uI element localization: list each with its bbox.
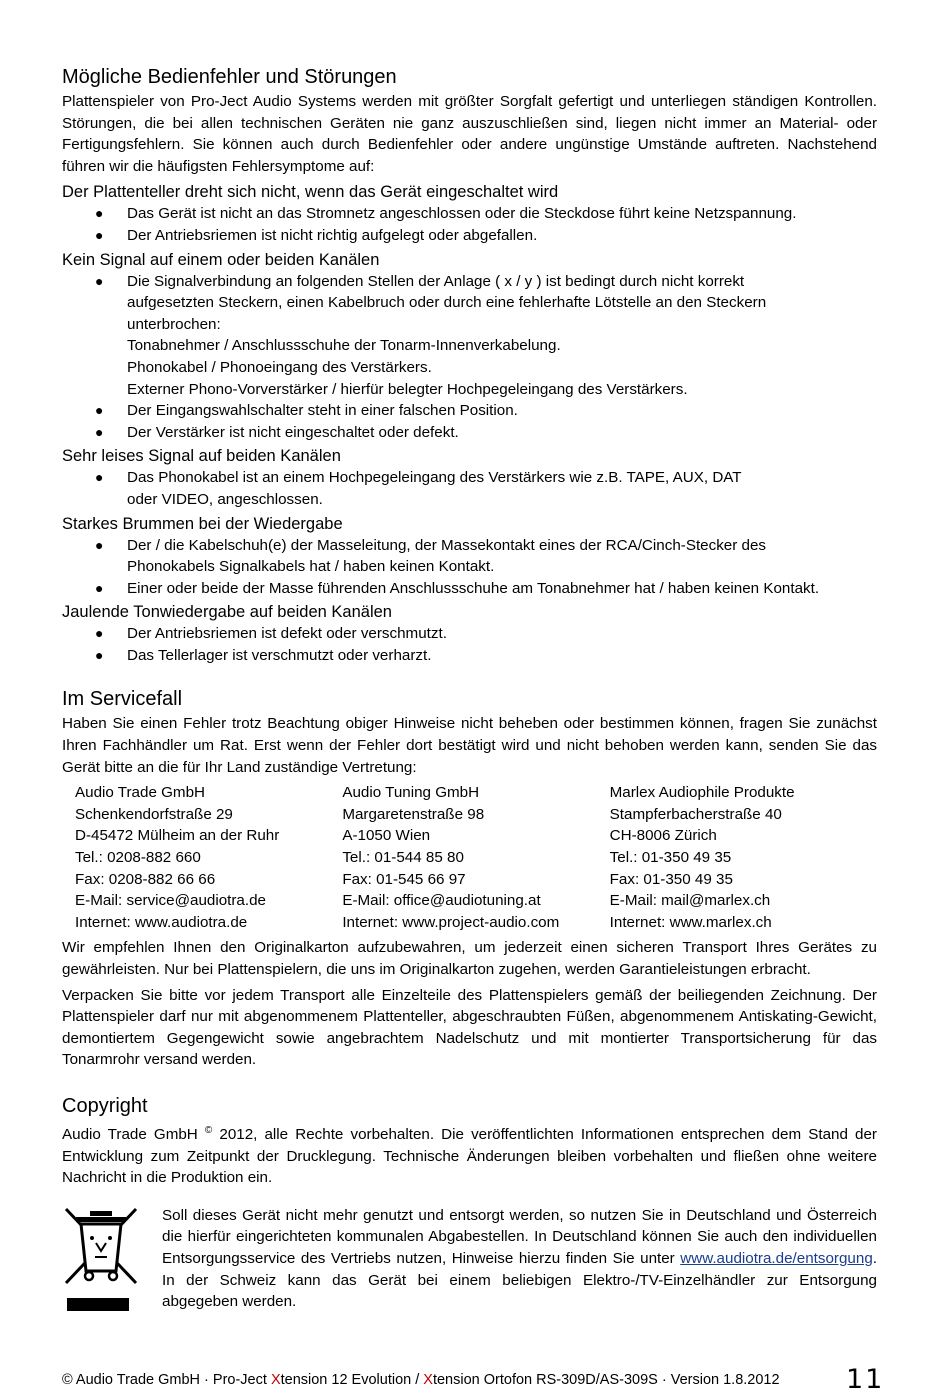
page-footer: © Audio Trade GmbH · Pro-Ject Xtension 12 Evolution / Xtension Ortofon RS-309D/AS-309S · Version 1.8.2012 (62, 1372, 780, 1388)
symptom-list-hum (62, 535, 877, 600)
footer-x-accent: X (423, 1372, 433, 1388)
symptom-list-wow (62, 623, 877, 666)
symptom-list-no-signal (62, 271, 877, 444)
section-title-copyright: Copyright (62, 1094, 148, 1117)
symptom-list-low-signal (62, 467, 877, 510)
bullet-icon: ● (95, 402, 104, 419)
disposal-text: Soll dieses Gerät nicht mehr genutzt und entsorgt werden, so nutzen Sie in Deutschland und Österreich die hierfür eingerichteten kommunalen Abgabestellen. In Deutschland können Sie auch den individuellen Entsorgungsservice des Vertriebs nutzen, Hinweise hierzu finden Sie unter www.audiotra.de/entsorgung. In der Schweiz kann das Gerät bei einem beliebigen Elektro-/TV-Einzelhändler zur Entsorgung abgegeben werden. (162, 1206, 877, 1311)
disposal-link[interactable]: www.audiotra.de/entsorgung (680, 1250, 873, 1267)
copyright-symbol: © (204, 1124, 213, 1136)
weee-bin-icon (62, 1205, 162, 1322)
list-item: ● Das Tellerlager ist verschmutzt oder verharzt. (62, 645, 877, 667)
list-item: ● Der Eingangswahlschalter steht in einer falschen Position. (62, 400, 877, 422)
symptom-heading-no-signal: Kein Signal auf einem oder beiden Kanälen (62, 250, 380, 269)
service-packaging-note: Wir empfehlen Ihnen den Originalkarton aufzubewahren, um jederzeit einen sicheren Transport Ihres Gerätes zu gewährleisten. Nur bei Plattenspielern, die uns im Originalkarton zugehen, werden Garantieleistungen erbracht. (62, 939, 877, 978)
bullet-icon: ● (95, 646, 104, 663)
disposal-notice (62, 1205, 877, 1322)
list-item: ● Der Antriebsriemen ist nicht richtig aufgelegt oder abgefallen. (62, 225, 877, 247)
bullet-icon: ● (95, 272, 104, 289)
address-switzerland: Marlex Audiophile Produkte Stampferbacherstraße 40 CH-8006 Zürich Tel.: 01-350 49 35 Fax: 01-350 49 35 E-Mail: mail@marlex.ch Internet: www.marlex.ch (609, 784, 795, 931)
address-germany: Audio Trade GmbH Schenkendorfstraße 29 D-45472 Mülheim an der Ruhr Tel.: 0208-882 660 Fax: 0208-882 66 66 E-Mail: service@audiotra.de Internet: www.audiotra.de (75, 784, 280, 931)
service-transport-note: Verpacken Sie bitte vor jedem Transport alle Einzelteile des Plattenspielers gemäß der beiliegenden Zeichnung. Der Plattenspieler darf nur mit abgenommenem Plattenteller, abgeschraubten Füßen, abgenommenem Antiskating-Gewicht, demontiertem Gegengewicht sowie angebrachtem Nadelschutz und mit montierter Transportsicherung für das Tonarmrohr versand werden. (62, 986, 877, 1069)
list-item: ● Einer oder beide der Masse führenden Anschlussschuhe am Tonabnehmer hat / haben keinen Kontakt. (62, 578, 877, 600)
troubleshooting-intro: Plattenspieler von Pro-Ject Audio Systems werden mit größter Sorgfalt gefertigt und unterliegen ständigen Kontrollen. Störungen, die bei allen technischen Geräten nie ganz auszuschließen sind, liegen nicht immer an Material- oder Fertigungsfehlern. Sie können auch durch Bedienfehler oder andere ungünstige Umstände auftreten. Nachstehend führen wir die häufigsten Fehlersymptome auf: (62, 93, 877, 175)
symptom-heading-low-signal: Sehr leises Signal auf beiden Kanälen (62, 447, 341, 466)
list-item: ● Der Verstärker ist nicht eingeschaltet oder defekt. (62, 422, 877, 444)
list-item: ● Das Gerät ist nicht an das Stromnetz angeschlossen oder die Steckdose führt keine Netzspannung. (62, 203, 877, 225)
list-item: ● Der Antriebsriemen ist defekt oder verschmutzt. (62, 623, 877, 645)
bullet-icon: ● (95, 469, 104, 486)
footer-x-accent: X (270, 1372, 281, 1388)
bullet-icon: ● (95, 423, 104, 440)
bullet-icon: ● (95, 536, 104, 553)
symptom-heading-platter: Der Plattenteller dreht sich nicht, wenn das Gerät eingeschaltet wird (62, 183, 559, 202)
page-content (62, 60, 877, 1321)
bullet-icon: ● (95, 226, 104, 243)
list-item: ● Das Phonokabel ist an einem Hochpegeleingang des Verstärkers wie z.B. TAPE, AUX, DAT oder VIDEO, angeschlossen. (95, 469, 742, 508)
bullet-icon: ● (95, 625, 104, 642)
symptom-heading-hum: Starkes Brummen bei der Wiedergabe (62, 514, 343, 533)
page-number: 11 (846, 1364, 885, 1395)
bullet-icon: ● (95, 579, 104, 596)
symptom-list-platter (62, 203, 877, 246)
list-item: ● Die Signalverbindung an folgenden Stellen der Anlage ( x / y ) ist bedingt durch nicht korrekt aufgesetzten Steckern, einen Kabelbruch oder durch eine fehlerhafte Lötstelle an den Steckern unterbrochen: Tonabnehmer / Anschlussschuhe der Tonarm-Innenverkabelung. Phonokabel / Phonoeingang des Verstärkers. Externer Phono-Vorverstärker / hierfür belegter Hochpegeleingang des Verstärkers. (95, 272, 767, 398)
address-table (62, 782, 877, 933)
address-austria: Audio Tuning GmbH Margaretenstraße 98 A-1050 Wien Tel.: 01-544 85 80 Fax: 01-545 66 97 E-Mail: office@audiotuning.at Internet: www.project-audio.com (342, 784, 560, 931)
section-title-service: Im Servicefall (62, 688, 183, 711)
list-item: ● Der / die Kabelschuh(e) der Masseleitung, der Massekontakt eines der RCA/Cinch-Stecker des Phonokabels Signalkabels hat / haben keinen Kontakt. (95, 536, 767, 576)
service-intro: Haben Sie einen Fehler trotz Beachtung obiger Hinweise nicht beheben oder bestimmen können, fragen Sie zunächst Ihren Fachhändler um Rat. Erst wenn der Fehler dort bestätigt wird und nicht behoben werden kann, senden Sie das Gerät bitte an die für Ihr Land zuständige Vertretung: (62, 715, 877, 776)
bullet-icon: ● (95, 205, 104, 222)
copyright-text: Audio Trade GmbH © 2012, alle Rechte vorbehalten. Die veröffentlichten Informationen entsprechen dem Stand der Entwicklung zum Zeitpunkt der Drucklegung. Technische Änderungen bleiben vorbehalten und fließen ohne weitere Nachricht in die Produktion ein. (62, 1124, 877, 1187)
symptom-heading-wow: Jaulende Tonwiedergabe auf beiden Kanälen (62, 603, 392, 622)
section-title-troubleshooting: Mögliche Bedienfehler und Störungen (62, 66, 397, 88)
